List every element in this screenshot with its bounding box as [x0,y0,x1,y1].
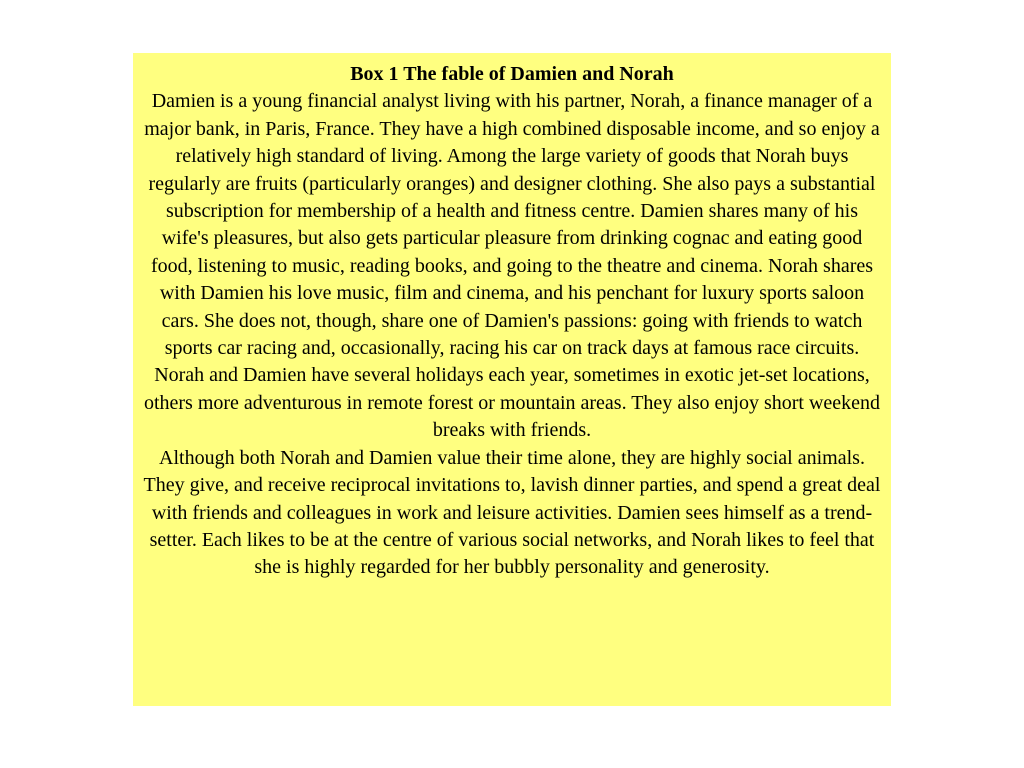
text-box [133,53,891,706]
box-title: Box 1 The fable of Damien and Norah [350,63,674,85]
box-paragraph-2: Although both Norah and Damien value their time alone, they are highly social animals. They give, and receive reciprocal invitations to, lavish dinner parties, and spend a great deal with friends and colleagues in work and leisure activities. Damien sees himself as a trend-setter. Each likes to be at the centre of various social networks, and Norah likes to feel that she is highly regarded for her bubbly personality and generosity. [143,446,881,579]
box-paragraph-1: Damien is a young financial analyst living with his partner, Norah, a finance manager of a major bank, in Paris, France. They have a high combined disposable income, and so enjoy a relatively high standard of living. Among the large variety of goods that Norah buys regularly are fruits (particularly oranges) and designer clothing. She also pays a substantial subscription for membership of a health and fitness centre. Damien shares many of his wife's pleasures, but also gets particular pleasure from drinking cognac and eating good food, listening to music, reading books, and going to the theatre and cinema. Norah shares with Damien his love music, film and cinema, and his penchant for luxury sports saloon cars. She does not, though, share one of Damien's passions: going with friends to watch sports car racing and, occasionally, racing his car on track days at famous race circuits. Norah and Damien have several holidays each year, sometimes in exotic jet-set locations, others more adventurous in remote forest or mountain areas. They also enjoy short weekend breaks with friends. [143,90,881,442]
